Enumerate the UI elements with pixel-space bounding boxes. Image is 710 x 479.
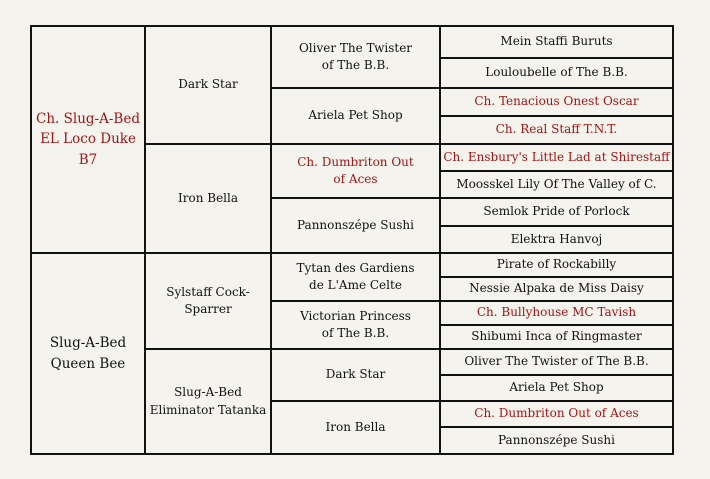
dam-sire-text: Sylstaff Cock-Sparrer [166, 284, 250, 316]
g4-text: Semlok Pride of Porlock [483, 204, 630, 219]
grid-line [439, 276, 674, 278]
grid-line [144, 348, 674, 350]
grid-line [439, 324, 674, 326]
dd-dam-text: Iron Bella [325, 419, 386, 434]
sire-sire-name [145, 26, 271, 144]
dd-sire-text: Dark Star [325, 367, 386, 382]
sd-dam-name [271, 198, 440, 253]
sire-name-line2: EL Loco Duke B7 [40, 131, 136, 168]
grid-line [439, 170, 674, 172]
grid-line [270, 25, 272, 455]
dam-sire-name [145, 253, 271, 349]
grid-line [270, 87, 674, 89]
ss-sire-name [271, 26, 440, 88]
g4-text: Elektra Hanvoj [510, 231, 603, 246]
g4-text: Pirate of Rockabilly [496, 257, 617, 272]
g4-text: Mein Staffi Buruts [500, 34, 613, 49]
grid-line [439, 115, 674, 117]
ds-sire-line1: Tytan des Gardiens [296, 260, 415, 275]
g4-text: Nessie Alpaka de Miss Daisy [469, 281, 644, 296]
g4-cell [440, 26, 673, 58]
grid-line [270, 300, 674, 302]
sd-sire-name [271, 144, 440, 198]
ss-sire-line1: Oliver The Twister [298, 40, 413, 55]
g4-cell [440, 427, 673, 454]
sd-sire-line2: of Aces [333, 172, 378, 186]
g4-cell [440, 58, 673, 88]
sire-dam-name [145, 144, 271, 253]
grid-line [439, 57, 674, 59]
ds-sire-name [271, 253, 440, 301]
grid-line [439, 25, 441, 455]
grid-line [439, 426, 674, 428]
g4-cell [440, 401, 673, 427]
sire-sire-text: Dark Star [178, 77, 238, 92]
g4-text: Pannonszépe Sushi [498, 432, 615, 447]
dd-dam-name [271, 401, 440, 454]
dam-name-line1: Slug-A-Bed [49, 335, 127, 352]
g4-cell [440, 277, 673, 301]
ds-sire-line2: de L'Ame Celte [309, 278, 402, 292]
g4-cell [440, 88, 673, 116]
g4-cell [440, 325, 673, 349]
dam-name [31, 253, 145, 454]
g4-text: Ch. Bullyhouse MC Tavish [476, 305, 637, 320]
sire-name [31, 26, 145, 253]
g4-cell [440, 253, 673, 277]
g4-text: Ch. Ensbury's Little Lad at Shirestaff [443, 149, 670, 164]
grid-line [30, 25, 674, 27]
sire-dam-text: Iron Bella [178, 190, 238, 205]
grid-line [439, 374, 674, 376]
ds-dam-name [271, 301, 440, 349]
sd-dam-text: Pannonszépe Sushi [297, 217, 414, 232]
grid-line [439, 225, 674, 227]
g4-text: Ch. Real Staff T.N.T. [495, 122, 618, 137]
g4-text: Louloubelle of The B.B. [485, 65, 628, 80]
dd-sire-name [271, 349, 440, 401]
ss-sire-line2: of The B.B. [321, 58, 390, 72]
g4-cell [440, 171, 673, 198]
ss-dam-text: Ariela Pet Shop [308, 108, 403, 123]
grid-line [144, 143, 674, 145]
g4-cell [440, 349, 673, 375]
dam-dam-line1: Slug-A-Bed [174, 385, 242, 400]
dam-name-line2: Queen Bee [50, 355, 126, 372]
grid-line [672, 25, 674, 455]
g4-text: Ch. Tenacious Onest Oscar [474, 94, 639, 109]
dam-dam-line2: Eliminator Tatanka [149, 402, 267, 417]
g4-text: Ariela Pet Shop [509, 380, 604, 395]
g4-text: Ch. Dumbriton Out of Aces [474, 406, 639, 421]
g4-cell [440, 375, 673, 401]
g4-cell [440, 301, 673, 325]
ds-dam-line1: Victorian Princess [300, 308, 411, 323]
ss-dam-name [271, 88, 440, 144]
grid-line [30, 252, 674, 254]
g4-cell [440, 198, 673, 226]
g4-cell [440, 226, 673, 253]
grid-line [270, 197, 674, 199]
g4-text: Shibumi Inca of Ringmaster [471, 329, 642, 344]
sd-sire-line1: Ch. Dumbriton Out [297, 154, 414, 169]
grid-line [30, 25, 32, 455]
grid-line [144, 25, 146, 455]
grid-line [30, 453, 674, 455]
g4-text: Moosskel Lily Of The Valley of C. [456, 176, 657, 191]
g4-cell [440, 116, 673, 144]
g4-cell [440, 144, 673, 171]
g4-text: Oliver The Twister of The B.B. [464, 354, 649, 369]
ds-dam-line2: of The B.B. [321, 326, 390, 340]
sire-name-line1: Ch. Slug-A-Bed [36, 111, 140, 128]
grid-line [270, 400, 674, 402]
dam-dam-name [145, 349, 271, 454]
